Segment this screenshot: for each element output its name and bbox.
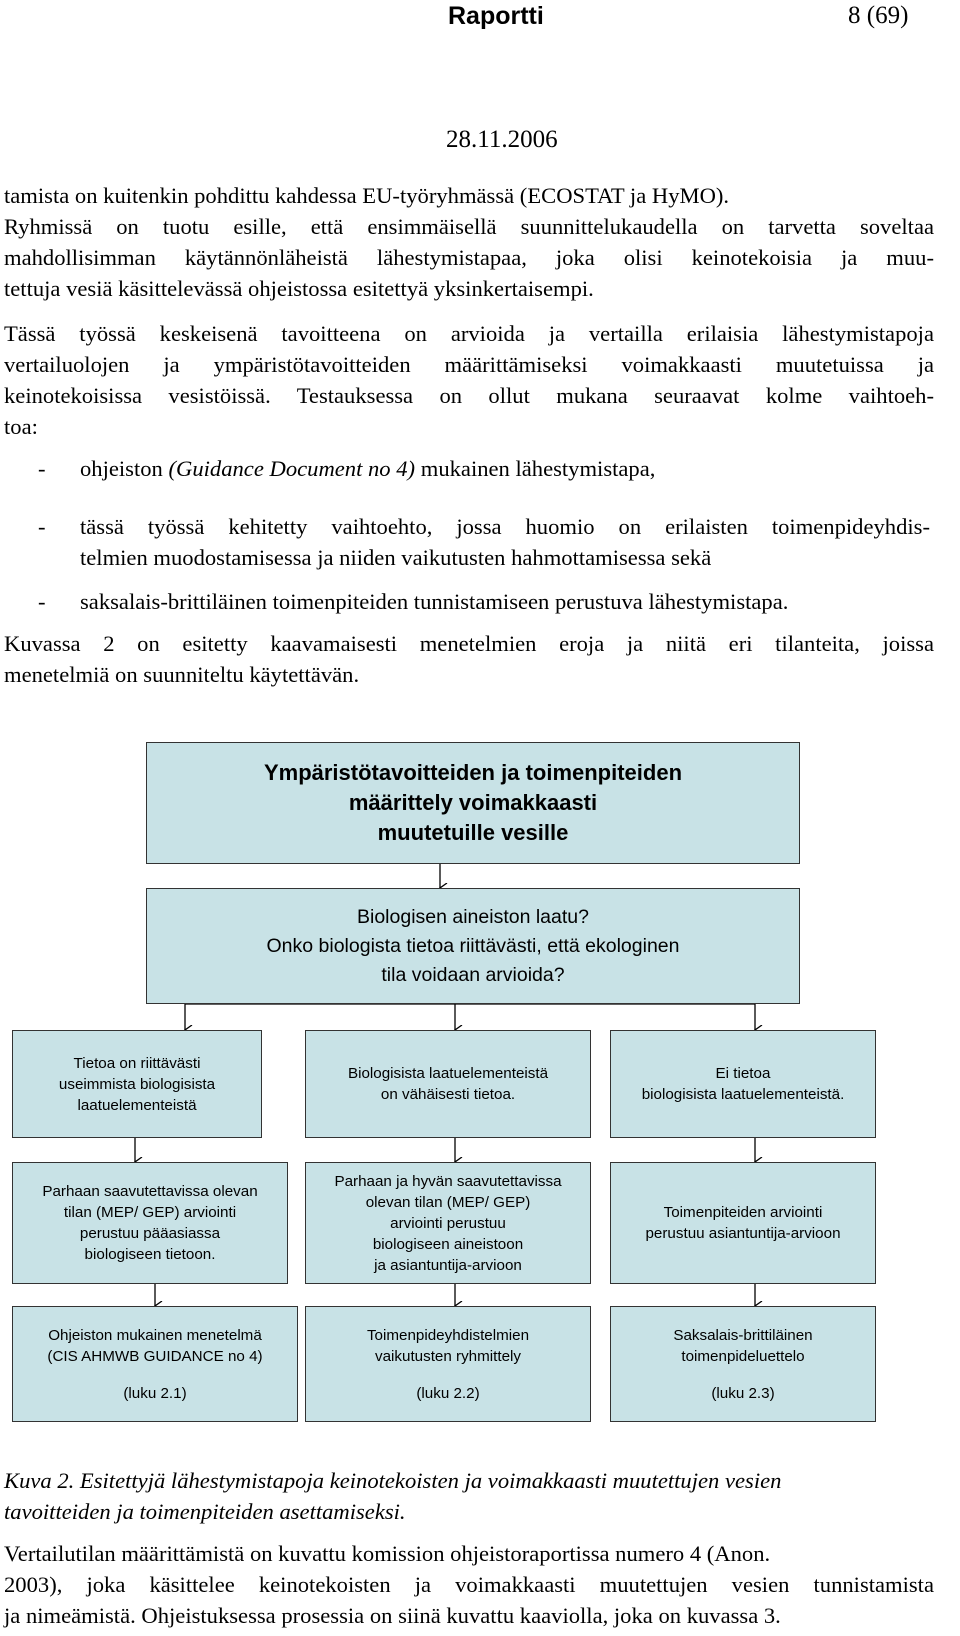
row3-box-guidance: Ohjeiston mukainen menetelmä (CIS AHMWB GUIDANCE no 4) (luku 2.1) — [12, 1306, 298, 1422]
text-line: vertailuolojen ja ympäristötavoitteiden määrittämiseksi voimakkaasti muutetuissa ja — [4, 352, 934, 377]
bullet-dash: - — [38, 456, 46, 481]
report-title: Raportti — [448, 2, 544, 30]
bullet-dash: - — [38, 514, 46, 539]
row2-box-expert: Toimenpiteiden arviointi perustuu asiantuntija-arvioon — [610, 1162, 876, 1284]
text-line: Ryhmissä on tuotu esille, että ensimmäisellä suunnittelukaudella on tarvetta soveltaa — [4, 214, 934, 239]
text-line: tamista on kuitenkin pohdittu kahdessa EU-työryhmässä (ECOSTAT ja HyMO). — [4, 183, 730, 208]
text-line: tettuja vesiä käsittelevässä ohjeistossa esitettyä yksinkertaisempi. — [4, 276, 594, 301]
diagram-question-box: Biologisen aineiston laatu? Onko biologista tietoa riittävästi, että ekologinen tila voidaan arvioida? — [146, 888, 800, 1004]
text-line: Kuvassa 2 on esitetty kaavamaisesti menetelmien eroja ja niitä eri tilanteita, joissa — [4, 631, 934, 656]
row2-box-biological: Parhaan saavutettavissa olevan tilan (MEP/ GEP) arviointi perustuu pääasiassa biologiseen tietoon. — [12, 1162, 288, 1284]
row3-box-german-british: Saksalais-brittiläinen toimenpideluettelo (luku 2.3) — [610, 1306, 876, 1422]
text-line: 2003), joka käsittelee keinotekoisten ja voimakkaasti muutettujen vesien tunnistamista — [4, 1572, 934, 1597]
row1-box-sufficient: Tietoa on riittävästi useimmista biologisista laatuelementeistä — [12, 1030, 262, 1138]
text-line: toa: — [4, 414, 38, 439]
row1-box-little: Biologisista laatuelementeistä on vähäisesti tietoa. — [305, 1030, 591, 1138]
text-line: keinotekoisissa vesistöissä. Testauksessa on ollut mukana seuraavat kolme vaihtoeh- — [4, 383, 934, 408]
bullet-text: tässä työssä kehitetty vaihtoehto, jossa huomio on erilaisten toimenpideyhdis- telmien muodostamisessa ja niiden vaikutusten hahmottamisessa sekä — [80, 514, 930, 570]
figure-caption: Kuva 2. Esitettyjä lähestymistapoja keinotekoisten ja voimakkaasti muutettujen vesien tavoitteiden ja toimenpiteiden asettamiseksi. — [4, 1468, 782, 1524]
diagram-top-box: Ympäristötavoitteiden ja toimenpiteiden määrittely voimakkaasti muutetuille vesille — [146, 742, 800, 864]
report-date: 28.11.2006 — [446, 126, 558, 153]
text-line: menetelmiä on suunniteltu käytettävän. — [4, 662, 360, 687]
text-line: ja nimeämistä. Ohjeistuksessa prosessia on siinä kuvattu kaaviolla, joka on kuvassa 3. — [4, 1603, 781, 1628]
text-line: Vertailutilan määrittämistä on kuvattu komission ohjeistoraportissa numero 4 (Anon. — [4, 1541, 771, 1566]
row1-box-none: Ei tietoa biologisista laatuelementeistä. — [610, 1030, 876, 1138]
bullet-text: ohjeiston (Guidance Document no 4) mukainen lähestymistapa, — [80, 456, 656, 481]
row2-box-mixed: Parhaan ja hyvän saavutettavissa olevan tilan (MEP/ GEP) arviointi perustuu biologiseen aineistoon ja asiantuntija-arvioon — [305, 1162, 591, 1284]
bullet-dash: - — [38, 589, 46, 614]
bullet-text: saksalais-brittiläinen toimenpiteiden tunnistamiseen perustuva lähestymistapa. — [80, 589, 789, 614]
paragraph-4 — [4, 1538, 934, 1631]
row3-box-combinations: Toimenpideyhdistelmien vaikutusten ryhmittely (luku 2.2) — [305, 1306, 591, 1422]
page-number: 8 (69) — [848, 2, 909, 29]
text-line: Tässä työssä keskeisenä tavoitteena on arvioida ja vertailla erilaisia lähestymistapoja — [4, 321, 934, 346]
text-line: mahdollisimman käytännönläheistä lähestymistapaa, joka olisi keinotekoisia ja muu- — [4, 245, 934, 270]
